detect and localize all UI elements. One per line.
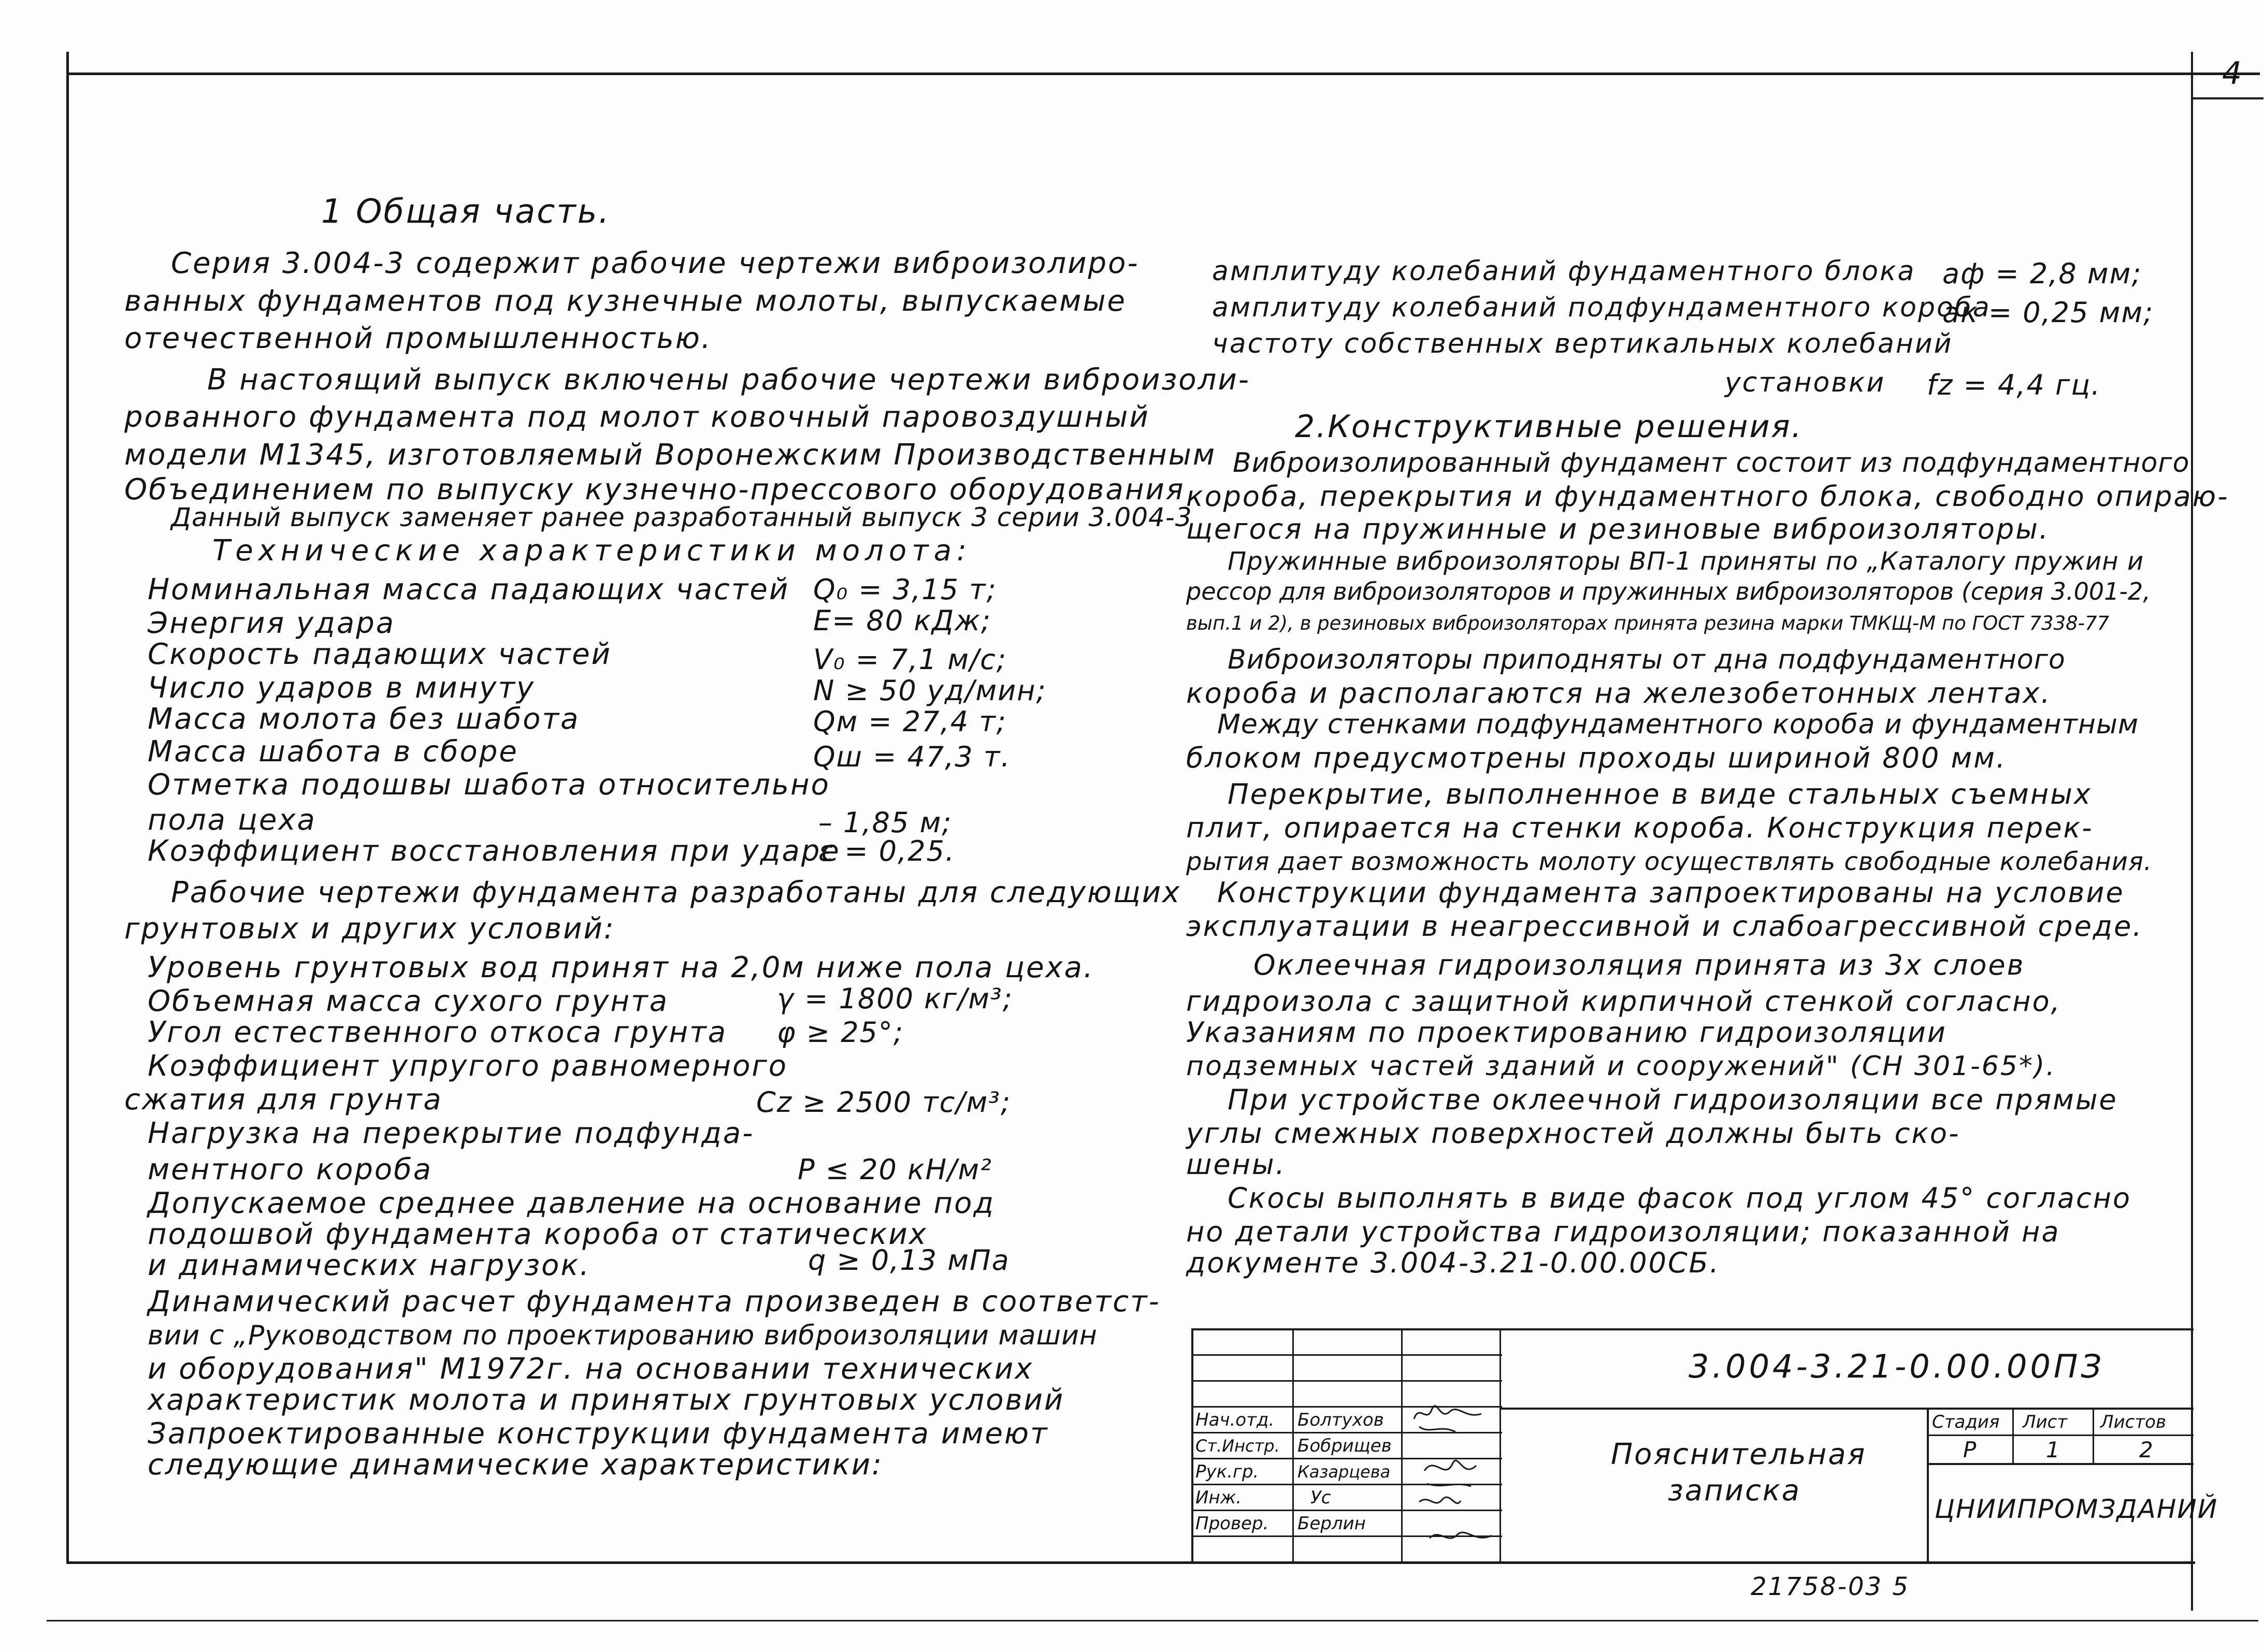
document-title-line1: Пояснительная	[1611, 1438, 1867, 1471]
stamp-name: Берлин	[1297, 1513, 1366, 1534]
stamp-role: Инж.	[1195, 1487, 1242, 1508]
spec-label: пола цеха	[148, 803, 316, 837]
dyn-value: aф = 2,8 мм;	[1942, 257, 2142, 290]
stamp-col-name	[1401, 1328, 1403, 1562]
signatures	[1404, 1398, 1499, 1554]
section2-line: вып.1 и 2), в резиновых виброизоляторах принята резина марки ТМКЩ-М по ГОСТ 7338-77	[1186, 612, 2110, 634]
archive-code: 21758-03 5	[1751, 1572, 1910, 1601]
dynamic-line: Динамический расчет фундамента произведен в соответст-	[148, 1285, 1161, 1318]
section2-line: плит, опирается на стенки короба. Конструкция перек-	[1186, 811, 2094, 844]
stamp-col-stage	[2012, 1408, 2014, 1465]
stamp-sheets: 2	[2139, 1437, 2153, 1462]
section2-line: Перекрытие, выполненное в виде стальных съемных	[1228, 778, 2092, 810]
condition-label: Объемная масса сухого грунта	[148, 984, 669, 1018]
dyn-label: амплитуду колебаний подфундаментного короба	[1212, 292, 1991, 323]
intro-line: ванных фундаментов под кузнечные молоты, выпускаемые	[124, 284, 1127, 318]
section2-line: При устройстве оклеечной гидроизоляции все прямые	[1228, 1083, 2118, 1116]
stamp-col-sheet	[2093, 1408, 2094, 1465]
section2-line: Оклеечная гидроизоляция принята из 3х слоев	[1253, 949, 2025, 981]
document-title-line2: записка	[1668, 1474, 1801, 1508]
spec-value: Q₀ = 3,15 т;	[813, 573, 997, 606]
dyn-label: частоту собственных вертикальных колебаний	[1212, 328, 1953, 359]
stamp-top	[1191, 1328, 2194, 1330]
frame-bottom	[66, 1561, 2195, 1564]
section2-line: подземных частей зданий и сооружений" (СН 301-65*).	[1186, 1051, 2056, 1082]
section2-line: Между стенками подфундаментного короба и фундаментным	[1217, 709, 2139, 740]
stamp-code-separator	[1499, 1408, 2194, 1410]
stamp-sheet: 1	[2046, 1437, 2060, 1462]
section2-heading: 2.Конструктивные решения.	[1295, 409, 1803, 445]
page-number-box-left	[2191, 52, 2193, 98]
section2-line: Виброизолированный фундамент состоит из подфундаментного	[1233, 447, 2190, 479]
page-number-box-bottom	[2191, 97, 2263, 99]
stamp-stage-header: Стадия	[1932, 1412, 2000, 1432]
section2-line: Пружинные виброизоляторы ВП-1 приняты по „Каталогу пружин и	[1228, 547, 2144, 576]
issue-line: модели М1345, изготовляемый Воронежским Производственным	[124, 438, 1217, 472]
section2-line: рытия дает возможность молоту осуществлять свободные колебания.	[1186, 847, 2153, 876]
section1-heading: 1 Общая часть.	[321, 193, 611, 231]
spec-value: Qш = 47,3 т.	[813, 741, 1011, 773]
stamp-col-sign	[1499, 1328, 1501, 1562]
condition-label: Нагрузка на перекрытие подфунда-	[148, 1117, 755, 1150]
sheet-bottom-edge	[47, 1620, 2258, 1621]
stamp-col-role	[1292, 1328, 1294, 1562]
condition-label: Коэффициент упругого равномерного	[148, 1049, 788, 1083]
frame-top	[66, 73, 2260, 75]
stamp-role: Ст.Инстр.	[1195, 1436, 1280, 1456]
condition-label: Угол естественного откоса грунта	[148, 1016, 728, 1049]
dyn-value: aк = 0,25 мм;	[1942, 296, 2154, 329]
section2-line: углы смежных поверхностей должны быть ско-	[1186, 1117, 1960, 1150]
spec-label: Скорость падающих частей	[148, 637, 612, 671]
condition-label: сжатия для грунта	[124, 1083, 443, 1117]
issue-line: В настоящий выпуск включены рабочие чертежи виброизоли-	[207, 363, 1250, 397]
dynamic-line: и оборудования" М1972г. на основании технических	[148, 1352, 1034, 1386]
section2-line: Конструкции фундамента запроектированы на условие	[1217, 876, 2125, 909]
spec-value: V₀ = 7,1 м/с;	[813, 643, 1007, 676]
dynamic-line: Запроектированные конструкции фундамента имеют	[148, 1417, 1049, 1451]
dynamic-line: характеристик молота и принятых грунтовых условий	[148, 1383, 1065, 1417]
condition-label: Допускаемое среднее давление на основание под	[148, 1186, 996, 1220]
stamp-values-row	[1927, 1463, 2194, 1465]
stamp-sheet-header: Лист	[2023, 1412, 2068, 1432]
section2-line: рессор для виброизоляторов и пружинных виброизоляторов (серия 3.001-2,	[1186, 577, 2151, 605]
dynamic-line: следующие динамические характеристики:	[148, 1448, 883, 1482]
spec-value: ε = 0,25.	[818, 835, 956, 867]
section2-line: шены.	[1186, 1148, 1286, 1181]
condition-value: P ≤ 20 кН/м²	[798, 1153, 992, 1186]
organization-name: ЦНИИПРОМЗДАНИЙ	[1935, 1494, 2218, 1524]
stamp-name: Казарцева	[1297, 1462, 1391, 1482]
spec-label: Коэффициент восстановления при ударе	[148, 834, 841, 868]
frame-left	[66, 52, 69, 1564]
conditions-intro-line: грунтовых и других условий:	[124, 912, 615, 946]
spec-label: Масса молота без шабота	[148, 702, 580, 736]
stamp-role: Нач.отд.	[1195, 1410, 1275, 1430]
condition-label: Уровень грунтовых вод принят на 2,0м ниже пола цеха.	[148, 951, 1094, 984]
dyn-value: fz = 4,4 гц.	[1927, 369, 2101, 401]
spec-value: N ≥ 50 уд/мин;	[813, 674, 1047, 707]
dyn-label: установки	[1725, 367, 1886, 398]
document-code: 3.004-3.21-0.00.00ПЗ	[1689, 1347, 2105, 1385]
condition-value: φ ≥ 25°;	[777, 1016, 904, 1049]
section2-line: Виброизоляторы приподняты от дна подфундаментного	[1228, 644, 2066, 675]
spec-label: Число ударов в минуту	[148, 671, 536, 705]
condition-value: Cz ≥ 2500 тс/м³;	[756, 1086, 1012, 1119]
section2-line: короба, перекрытия и фундаментного блока, свободно опираю-	[1186, 480, 2229, 513]
issue-line: Объединением по выпуску кузнечно-прессового оборудования	[124, 473, 1185, 506]
conditions-intro-line: Рабочие чертежи фундамента разработаны для следующих	[171, 876, 1181, 909]
stamp-name: Бобрищев	[1297, 1436, 1392, 1456]
stamp-role: Провер.	[1195, 1513, 1269, 1534]
section2-line: документе 3.004-3.21-0.00.00СБ.	[1186, 1247, 1720, 1279]
spec-label: Номинальная масса падающих частей	[148, 573, 790, 606]
section2-line: щегося на пружинные и резиновые виброизоляторы.	[1186, 513, 2050, 545]
condition-value: q ≥ 0,13 мПа	[808, 1244, 1010, 1277]
stamp-row	[1191, 1380, 1502, 1382]
spec-label: Энергия удара	[148, 606, 396, 640]
spec-value: E= 80 кДж;	[813, 604, 992, 637]
intro-line: отечественной промышленностью.	[124, 322, 712, 355]
spec-label: Масса шабота в сборе	[148, 735, 518, 769]
stamp-stage: Р	[1963, 1437, 1977, 1462]
section2-line: блоком предусмотрены проходы шириной 800 мм.	[1186, 742, 2007, 774]
section2-line: эксплуатации в неагрессивной и слабоагрессивной среде.	[1186, 910, 2143, 943]
dyn-label: амплитуду колебаний фундаментного блока	[1212, 256, 1916, 287]
stamp-left	[1191, 1328, 1193, 1562]
condition-value: γ = 1800 кг/м³;	[777, 982, 1013, 1015]
section2-line: Скосы выполнять в виде фасок под углом 45° согласно	[1228, 1182, 2132, 1214]
issue-line: Данный выпуск заменяет ранее разработанный выпуск 3 серии 3.004-3	[171, 502, 1192, 532]
spec-value: – 1,85 м;	[818, 806, 953, 839]
stamp-role: Рук.гр.	[1195, 1461, 1259, 1482]
page-number: 4	[2222, 55, 2244, 92]
section2-line: короба и располагаются на железобетонных лентах.	[1186, 677, 2052, 709]
stamp-row	[1191, 1354, 1502, 1356]
stamp-sheets-header: Листов	[2100, 1412, 2167, 1432]
condition-label: подошвой фундамента короба от статических	[148, 1218, 928, 1251]
stamp-header-row	[1927, 1434, 2194, 1436]
section2-line: гидроизола с защитной кирпичной стенкой согласно,	[1186, 985, 2061, 1018]
intro-line: Серия 3.004-3 содержит рабочие чертежи виброизолиро-	[171, 247, 1140, 280]
tech-heading: Технические характеристики молота:	[212, 534, 972, 568]
frame-right	[2191, 52, 2193, 1611]
stamp-name: Ус	[1310, 1487, 1331, 1508]
spec-label: Отметка подошвы шабота относительно	[148, 768, 830, 802]
stamp-name: Болтухов	[1297, 1410, 1384, 1430]
spec-value: Qм = 27,4 т;	[813, 705, 1007, 738]
condition-label: ментного короба	[148, 1153, 433, 1186]
section2-line: но детали устройства гидроизоляции; показанной на	[1186, 1215, 2060, 1248]
section2-line: Указаниям по проектированию гидроизоляции	[1186, 1016, 1947, 1049]
stamp-title-right	[1927, 1408, 1929, 1563]
issue-line: рованного фундамента под молот ковочный паровоздушный	[124, 400, 1150, 434]
condition-label: и динамических нагрузок.	[148, 1249, 591, 1282]
dynamic-line: вии с „Руководством по проектированию виброизоляции машин	[148, 1320, 1098, 1351]
